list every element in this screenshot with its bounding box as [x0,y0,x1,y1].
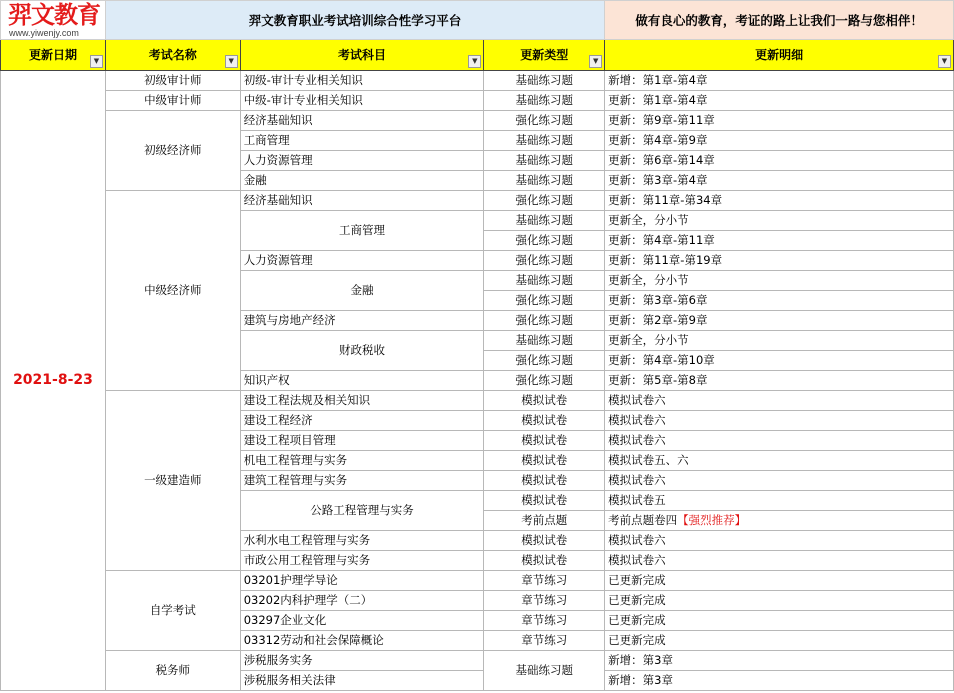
update-detail[interactable]: 新增：第3章 [605,671,954,691]
table-row [1,391,954,411]
subject[interactable]: 工商管理 [240,211,484,251]
update-type[interactable]: 考前点题 [484,511,605,531]
update-detail[interactable]: 更新：第3章-第4章 [605,171,954,191]
table-row [1,71,954,91]
subject[interactable]: 涉税服务相关法律 [240,671,484,691]
update-type[interactable]: 基础练习题 [484,211,605,231]
update-type[interactable]: 强化练习题 [484,291,605,311]
update-type[interactable]: 基础练习题 [484,171,605,191]
update-type[interactable]: 基础练习题 [484,71,605,91]
update-type[interactable]: 模拟试卷 [484,531,605,551]
table-row [1,651,954,671]
update-type[interactable]: 基础练习题 [484,331,605,351]
filter-dropdown-icon[interactable]: ▼ [589,55,602,68]
update-detail[interactable]: 更新：第11章-第34章 [605,191,954,211]
table-row [1,111,954,131]
logo-url: www.yiwenjy.com [9,28,79,38]
update-type[interactable]: 模拟试卷 [484,451,605,471]
update-detail[interactable]: 更新：第5章-第8章 [605,371,954,391]
update-detail[interactable]: 模拟试卷六 [605,391,954,411]
update-type[interactable]: 基础练习题 [484,651,605,691]
subject[interactable]: 建设工程项目管理 [240,431,484,451]
exam-name[interactable]: 中级经济师 [105,191,240,391]
platform-title: 羿文教育职业考试培训综合性学习平台 [105,1,604,40]
filter-dropdown-icon[interactable]: ▼ [468,55,481,68]
update-detail[interactable]: 已更新完成 [605,591,954,611]
update-type[interactable]: 基础练习题 [484,271,605,291]
update-type[interactable]: 模拟试卷 [484,471,605,491]
exam-name[interactable]: 初级经济师 [105,111,240,191]
update-detail[interactable]: 更新：第11章-第19章 [605,251,954,271]
update-type[interactable]: 强化练习题 [484,191,605,211]
update-type[interactable]: 强化练习题 [484,251,605,271]
subject[interactable]: 市政公用工程管理与实务 [240,551,484,571]
update-detail[interactable]: 模拟试卷六 [605,431,954,451]
update-type[interactable]: 基础练习题 [484,131,605,151]
subject[interactable]: 财政税收 [240,331,484,371]
subject[interactable]: 人力资源管理 [240,251,484,271]
subject[interactable]: 金融 [240,171,484,191]
filter-dropdown-icon[interactable]: ▼ [938,55,951,68]
update-type[interactable]: 基础练习题 [484,151,605,171]
update-type[interactable]: 模拟试卷 [484,491,605,511]
update-detail[interactable]: 更新：第6章-第14章 [605,151,954,171]
logo [1,1,106,40]
update-detail[interactable]: 更新：第9章-第11章 [605,111,954,131]
subject[interactable]: 公路工程管理与实务 [240,491,484,531]
update-type[interactable]: 模拟试卷 [484,411,605,431]
banner-row [1,1,954,40]
subject[interactable]: 经济基础知识 [240,111,484,131]
subject[interactable]: 03312劳动和社会保障概论 [240,631,484,651]
update-type[interactable]: 强化练习题 [484,371,605,391]
detail-text: 考前点题卷四 [608,513,678,527]
update-type[interactable]: 模拟试卷 [484,551,605,571]
update-type[interactable]: 强化练习题 [484,111,605,131]
subject[interactable]: 建筑与房地产经济 [240,311,484,331]
update-type[interactable]: 章节练习 [484,611,605,631]
subject[interactable]: 水利水电工程管理与实务 [240,531,484,551]
header-date[interactable]: 更新日期 ▼ [1,40,106,71]
update-type[interactable]: 模拟试卷 [484,431,605,451]
update-type[interactable]: 强化练习题 [484,311,605,331]
table-row [1,571,954,591]
update-detail[interactable]: 新增：第3章 [605,651,954,671]
subject[interactable]: 03201护理学导论 [240,571,484,591]
update-detail[interactable]: 已更新完成 [605,571,954,591]
update-type[interactable]: 基础练习题 [484,91,605,111]
subject[interactable]: 人力资源管理 [240,151,484,171]
update-type[interactable]: 章节练习 [484,591,605,611]
update-detail[interactable]: 更新：第4章-第10章 [605,351,954,371]
header-exam[interactable]: 考试名称 ▼ [105,40,240,71]
subject[interactable]: 中级-审计专业相关知识 [240,91,484,111]
subject[interactable]: 03297企业文化 [240,611,484,631]
update-type[interactable]: 模拟试卷 [484,391,605,411]
logo-text: 羿文教育 [8,0,100,29]
table-row [1,191,954,211]
subject[interactable]: 涉税服务实务 [240,651,484,671]
header-type[interactable]: 更新类型 ▼ [484,40,605,71]
update-detail[interactable]: 模拟试卷六 [605,551,954,571]
update-detail[interactable]: 模拟试卷六 [605,531,954,551]
update-detail[interactable]: 更新全，分小节 [605,331,954,351]
exam-name[interactable]: 初级审计师 [105,71,240,91]
subject[interactable]: 建设工程法规及相关知识 [240,391,484,411]
subject[interactable]: 金融 [240,271,484,311]
update-type[interactable]: 章节练习 [484,571,605,591]
exam-name[interactable]: 自学考试 [105,571,240,651]
update-detail[interactable]: 新增：第1章-第4章 [605,71,954,91]
subject[interactable]: 初级-审计专业相关知识 [240,71,484,91]
header-detail[interactable]: 更新明细 ▼ [605,40,954,71]
subject[interactable]: 建设工程经济 [240,411,484,431]
update-detail[interactable] [605,511,954,531]
update-detail[interactable]: 已更新完成 [605,631,954,651]
subject[interactable]: 建筑工程管理与实务 [240,471,484,491]
slogan: 做有良心的教育，考证的路上让我们一路与您相伴！ [605,1,954,40]
recommend-badge: 【强烈推荐】 [677,513,747,527]
table-row [1,91,954,111]
update-type[interactable]: 强化练习题 [484,231,605,251]
update-detail[interactable]: 更新：第4章-第11章 [605,231,954,251]
header-row [1,40,954,71]
subject[interactable]: 经济基础知识 [240,191,484,211]
update-type[interactable]: 强化练习题 [484,351,605,371]
filter-active-icon[interactable]: ▼ [90,55,103,68]
update-detail[interactable]: 更新：第2章-第9章 [605,311,954,331]
update-detail[interactable]: 更新：第4章-第9章 [605,131,954,151]
exam-name[interactable]: 税务师 [105,651,240,691]
update-detail[interactable]: 更新全，分小节 [605,271,954,291]
header-subject[interactable]: 考试科目 ▼ [240,40,484,71]
update-detail[interactable]: 模拟试卷五、六 [605,451,954,471]
update-detail[interactable]: 模拟试卷六 [605,411,954,431]
subject[interactable]: 03202内科护理学（二） [240,591,484,611]
subject[interactable]: 知识产权 [240,371,484,391]
update-date[interactable]: 2021-8-23 [1,71,106,691]
update-detail[interactable]: 模拟试卷六 [605,471,954,491]
exam-name[interactable]: 中级审计师 [105,91,240,111]
filter-dropdown-icon[interactable]: ▼ [225,55,238,68]
update-type[interactable]: 章节练习 [484,631,605,651]
subject[interactable]: 工商管理 [240,131,484,151]
update-detail[interactable]: 已更新完成 [605,611,954,631]
update-detail[interactable]: 更新：第3章-第6章 [605,291,954,311]
update-detail[interactable]: 更新全，分小节 [605,211,954,231]
subject[interactable]: 机电工程管理与实务 [240,451,484,471]
update-detail[interactable]: 模拟试卷五 [605,491,954,511]
update-detail[interactable]: 更新：第1章-第4章 [605,91,954,111]
exam-name[interactable]: 一级建造师 [105,391,240,571]
